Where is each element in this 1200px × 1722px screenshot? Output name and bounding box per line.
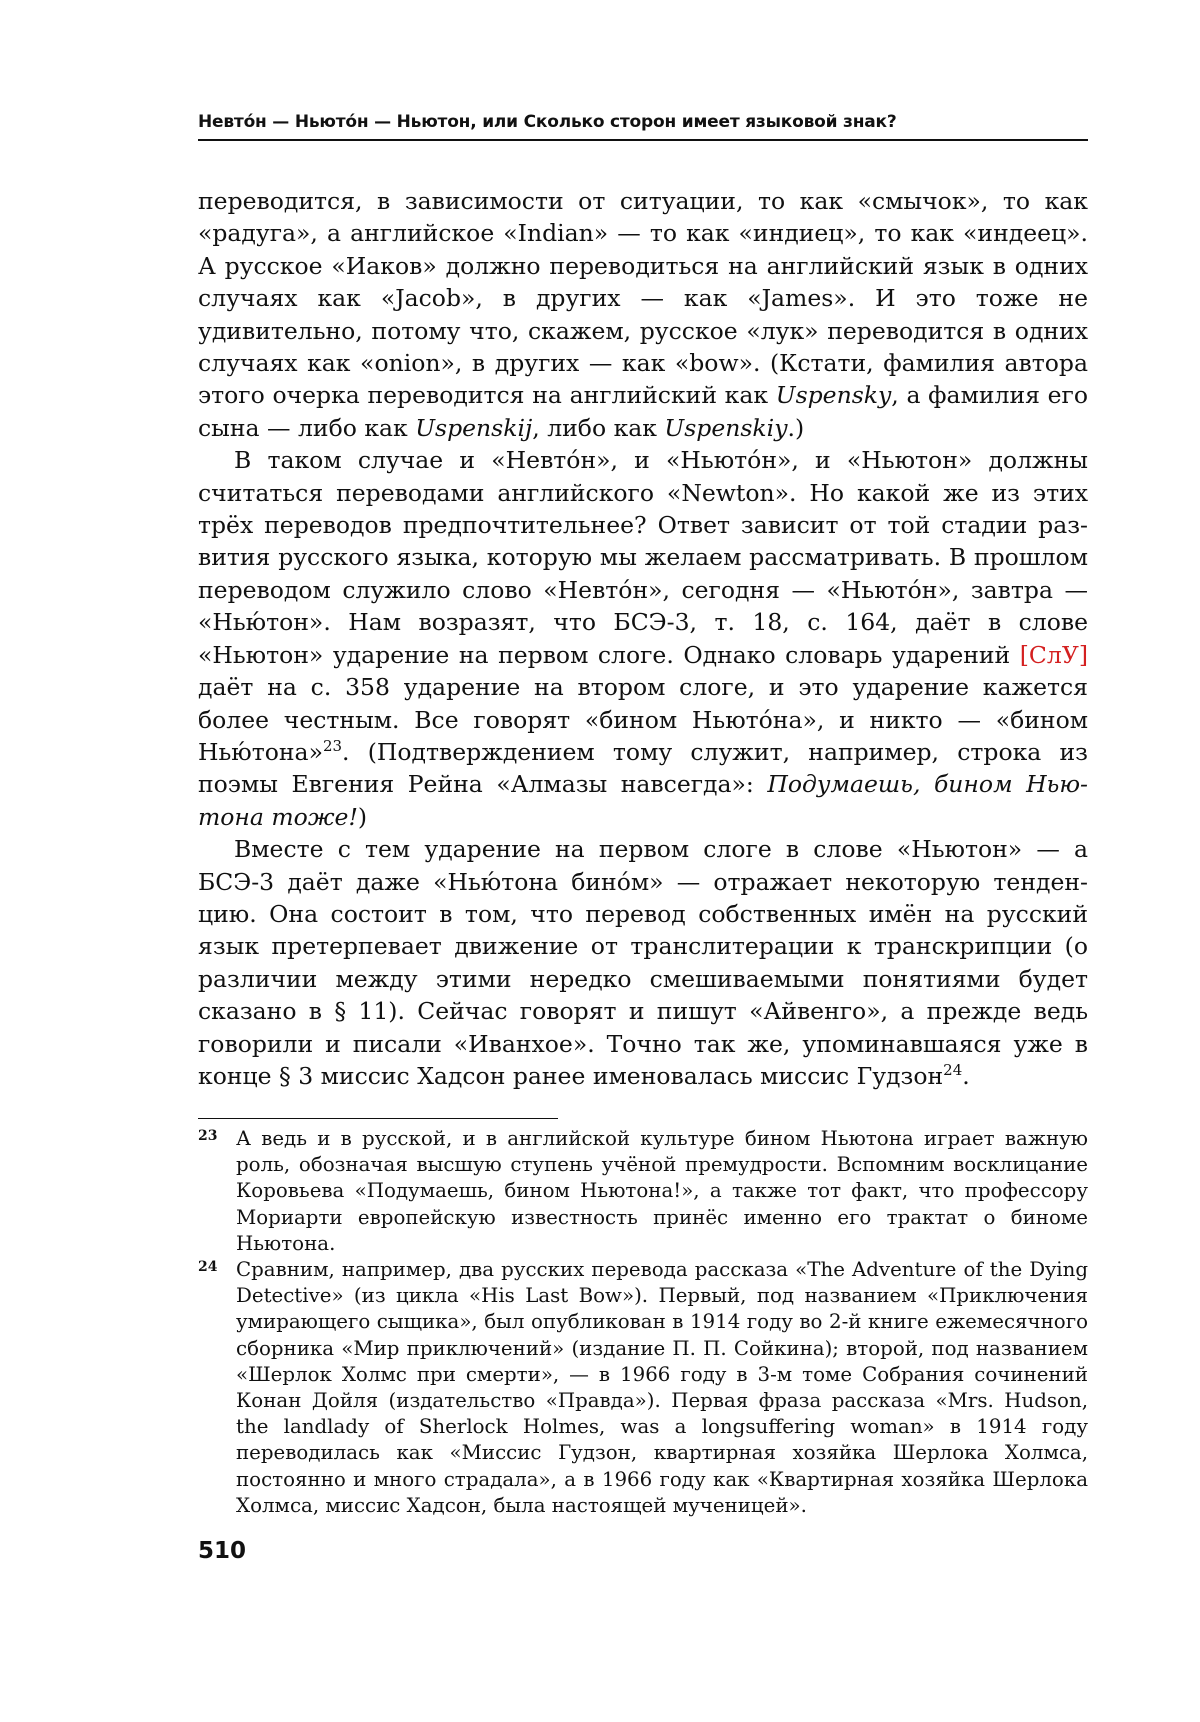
poem-quote: Подумаешь, бином Ньютона тоже! [198,770,1088,831]
footnotes [198,1126,1088,1519]
footnote-separator [198,1118,558,1119]
footnote-ref-23[interactable]: 23 [322,736,343,755]
paragraph-1 [198,185,1088,444]
paragraph-2-text-4: ) [357,802,368,831]
paragraph-3 [198,833,1088,1092]
paragraph-1-text: переводится, в зависимости от ситуации, то как «смычок», то как «радуга», а английское «Indian» — то как «индиец», то как «индеец». А русское «Иаков» должно переводиться на английский язык в одних случаях как «Jacob», в других — как «James». И это тоже не удивительно, потому что, скажем, русское «лук» переводится в одних случаях как «onion», в других — как «bow». (Кстати, фамилия автора этого очерка переводится на английский как [198,187,1088,410]
paragraph-3-text: Вместе с тем ударение на первом слоге в слове «Ньютон» — а БСЭ-3 даёт даже «Нью́тона бино́м» — отражает некоторую тенденцию. Она состоит в том, что перевод собственных имён на русский язык претерпевает движение от транслитерации к транскрипции (о различии между этими нередко смешиваемыми понятиями будет сказано в § 11). Сейчас говорят и пишут «Айвенго», а прежде ведь говорили и писали «Иванхое». Точно так же, упоминавшаяся уже в конце § 3 миссис Хадсон ранее именовалась миссис Гудзон [198,835,1088,1090]
surname-variant-3: Uspenskiy [664,413,788,442]
paragraph-2-text-3: . (Подтверждением тому служит, например, строка из поэмы Евгения Рейна «Алмазы навсегда»: [198,737,1088,799]
footnote-number: 23 [198,1128,218,1144]
main-text [198,185,1088,1092]
paragraph-2-text-2: даёт на с. 358 ударение на втором слоге, и это ударение кажется более честным. Все говорят «бином Ньюто́на», и никто — «бином Нью́тона» [198,673,1088,766]
footnote-24 [198,1257,1088,1519]
surname-variant-2: Uspenskij [415,413,533,442]
page-number: 510 [198,1538,247,1564]
bibliography-reference-link[interactable]: [СлУ] [1019,640,1088,669]
paragraph-1-text-4: .) [787,413,805,442]
running-header: Невто́н — Ньюто́н — Ньютон, или Сколько сторон имеет языковой знак? [198,112,1088,141]
paragraph-1-text-3: , либо как [532,413,665,442]
footnote-text: Сравним, например, два русских перевода рассказа «The Adventure of the Dying Detective» (из цикла «His Last Bow»). Первый, под названием «Приключения умирающего сыщика», был опубликован в 1914 году во 2-й книге ежемесячного сборника «Мир приключений» (издание П. П. Сойкина); второй, под названием «Шерлок Холмс при смерти», — в 1966 году в 3-м томе Собрания сочинений Конан Дойля (издательство «Правда»). Первая фраза рассказа «Mrs. Hudson, the landlady of Sherlock Holmes, was a longsuffering woman» в 1914 году переводилась как «Миссис Гудзон, квартирная хозяйка Шерлока Холмса, постоянно и много страдала», а в 1966 году как «Квартирная хозяйка Шерлока Холмса, миссис Хадсон, была настоящей мученицей». [236,1258,1088,1517]
footnote-number: 24 [198,1259,218,1276]
footnote-ref-24[interactable]: 24 [943,1060,963,1079]
paragraph-3-text-2: . [962,1061,970,1090]
footnote-text: А ведь и в русской, и в английской культуре бином Ньютона играет важную роль, обозначая высшую ступень учёной премудрости. Вспомним восклицание Коровьева «Подумаешь, бином Ньютона!», а также тот факт, что профессору Мориарти европейскую известность принёс именно его трактат о биноме Ньютона. [236,1127,1088,1255]
paragraph-1-text-2: , а фамилия его сына — либо как [198,381,1088,442]
surname-variant-1: Uspensky [775,381,892,410]
paragraph-2-text: В таком случае и «Невто́н», и «Ньюто́н», и «Ньютон» должны считаться переводами английского «Newton». Но какой же из этих трёх переводов предпочтительнее? Ответ зависит от той стадии развития русского языка, которую мы желаем рассматривать. В прошлом переводом служило слово «Невто́н», сегодня — «Ньюто́н», завтра — «Нью́тон». Нам возразят, что БСЭ-3, т. 18, с. 164, даёт в слове «Ньютон» ударение на первом слоге. Однако словарь ударений [198,446,1088,669]
paragraph-2 [198,444,1088,833]
footnote-23 [198,1126,1088,1257]
